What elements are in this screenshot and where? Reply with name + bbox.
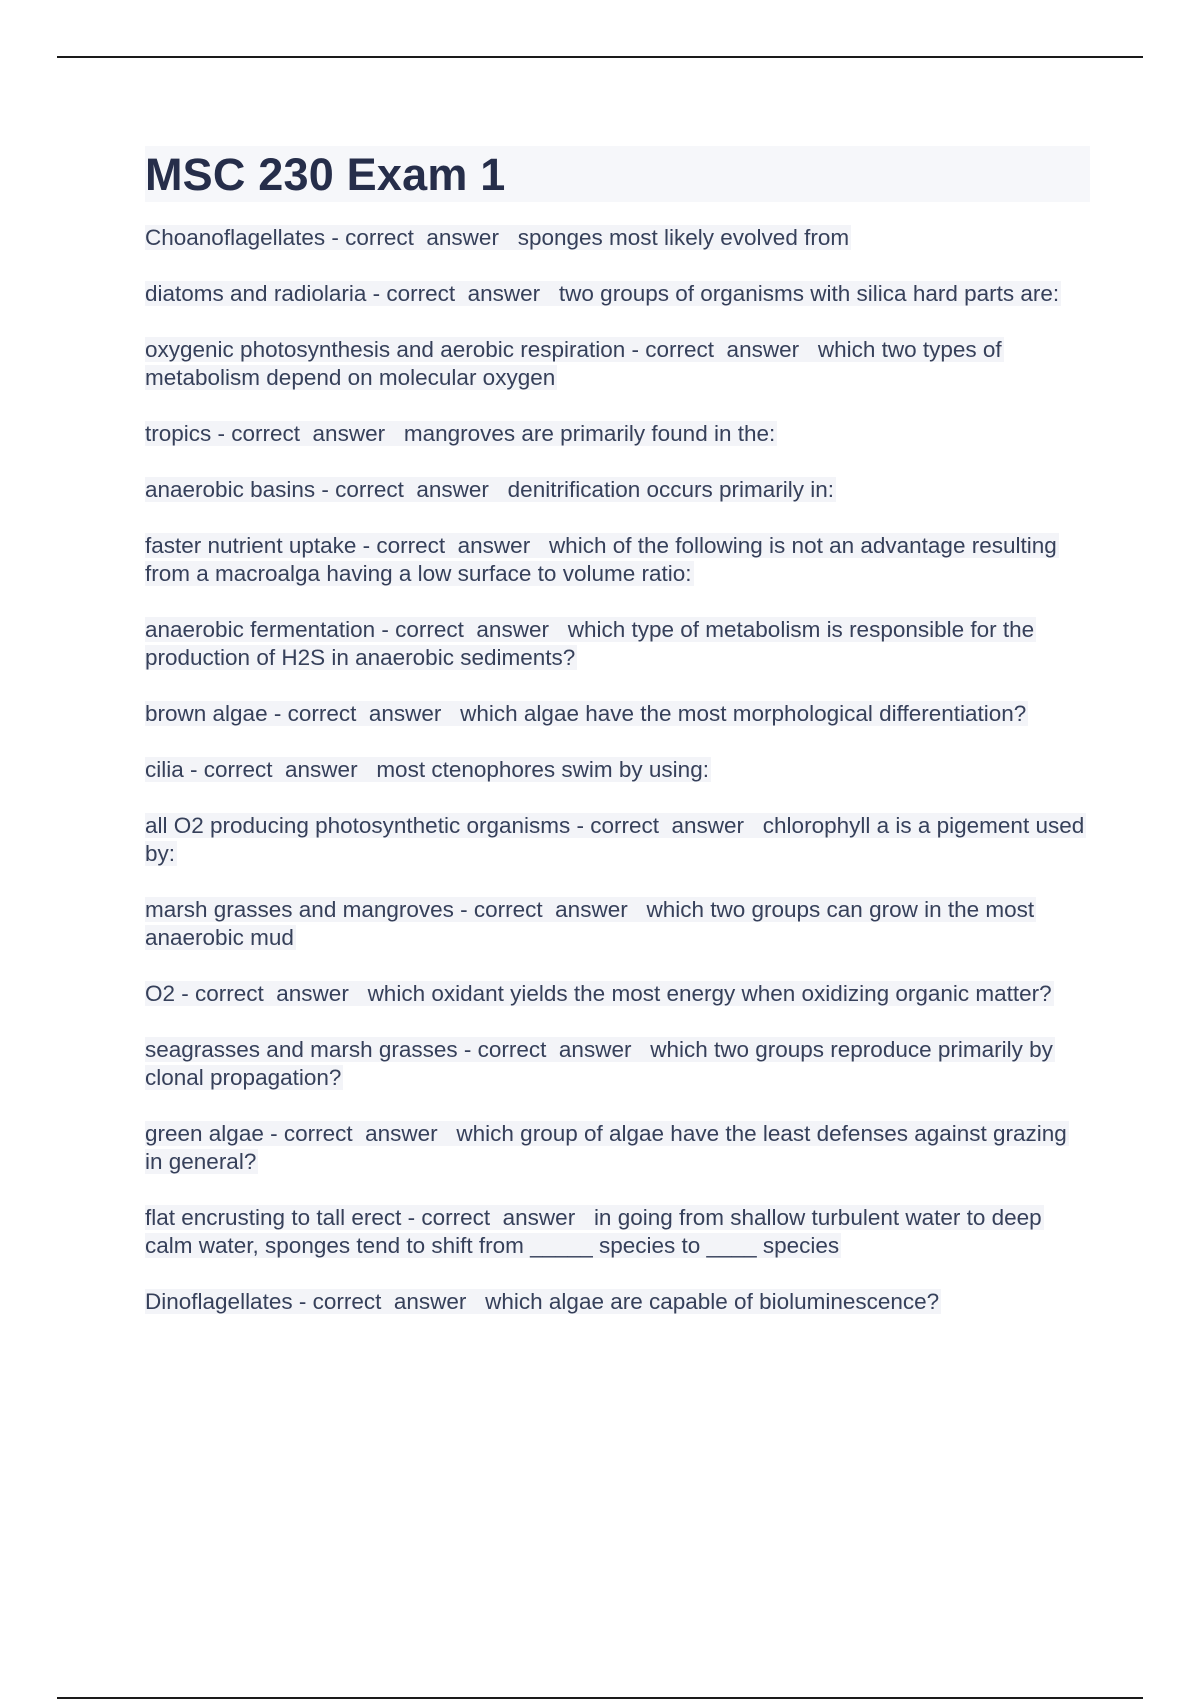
qa-text: [145, 617, 1036, 670]
question-text: which two groups can grow in the most anaerobic mud: [145, 897, 1035, 950]
question-text: which type of metabolism is responsible for the production of H2S in anaerobic sediments?: [145, 617, 1035, 670]
list-item: [145, 896, 1090, 952]
list-item: [145, 532, 1090, 588]
question-text: chlorophyll a is a pigement used by:: [145, 813, 1085, 866]
separator-text: - correct answer: [263, 1121, 457, 1146]
question-text: mangroves are primarily found in the:: [403, 421, 776, 446]
answer-text: diatoms and radiolaria: [145, 281, 367, 306]
document-body: [145, 146, 1090, 1344]
title-block: [145, 146, 1090, 202]
qa-text: [145, 225, 851, 250]
qa-text: [145, 813, 1086, 866]
answer-text: Dinoflagellates: [145, 1289, 293, 1314]
answer-text: cilia: [145, 757, 184, 782]
qa-text: [145, 757, 711, 782]
list-item: [145, 476, 1090, 504]
answer-text: anaerobic fermentation: [145, 617, 376, 642]
separator-text: - correct answer: [175, 981, 368, 1006]
answer-text: marsh grasses and mangroves: [145, 897, 454, 922]
bottom-rule: [57, 1697, 1143, 1699]
answer-text: flat encrusting to tall erect: [145, 1205, 402, 1230]
question-text: which two groups reproduce primarily by clonal propagation?: [145, 1037, 1053, 1090]
answer-text: anaerobic basins: [145, 477, 316, 502]
qa-text: [145, 281, 1061, 306]
list-item: [145, 420, 1090, 448]
separator-text: - correct answer: [625, 337, 818, 362]
separator-text: - correct answer: [375, 617, 568, 642]
qa-text: [145, 337, 1004, 390]
answer-text: all O2 producing photosynthetic organisms: [145, 813, 571, 838]
list-item: [145, 336, 1090, 392]
list-item: [145, 1120, 1090, 1176]
qa-text: [145, 1205, 1044, 1258]
qa-text: [145, 701, 1028, 726]
separator-text: - correct answer: [183, 757, 377, 782]
separator-text: - correct answer: [325, 225, 518, 250]
separator-text: - correct answer: [315, 477, 508, 502]
qa-text: [145, 1121, 1069, 1174]
qa-text: [145, 533, 1059, 586]
question-text: sponges most likely evolved from: [517, 225, 850, 250]
answer-text: brown algae: [145, 701, 268, 726]
list-item: [145, 756, 1090, 784]
separator-text: - correct answer: [457, 1037, 651, 1062]
answer-text: tropics: [145, 421, 212, 446]
question-text: which of the following is not an advantage resulting from a macroalga having a low surface to volume ratio:: [145, 533, 1057, 586]
question-text: most ctenophores swim by using:: [376, 757, 709, 782]
list-item: [145, 700, 1090, 728]
qa-text: [145, 477, 836, 502]
list-item: [145, 280, 1090, 308]
answer-text: faster nutrient uptake: [145, 533, 357, 558]
question-text: which algae are capable of bioluminescence?: [485, 1289, 940, 1314]
page-title: MSC 230 Exam 1: [145, 148, 506, 200]
separator-text: - correct answer: [267, 701, 461, 726]
separator-text: - correct answer: [401, 1205, 594, 1230]
qa-text: [145, 1037, 1055, 1090]
qa-text: [145, 421, 777, 446]
qa-text: [145, 897, 1036, 950]
list-item: [145, 1036, 1090, 1092]
separator-text: - correct answer: [366, 281, 559, 306]
qa-text: [145, 981, 1054, 1006]
qa-text: [145, 1289, 941, 1314]
separator-text: - correct answer: [356, 533, 549, 558]
list-item: [145, 1204, 1090, 1260]
separator-text: - correct answer: [453, 897, 647, 922]
separator-text: - correct answer: [292, 1289, 486, 1314]
list-item: [145, 1288, 1090, 1316]
top-rule: [57, 56, 1143, 58]
answer-text: O2: [145, 981, 176, 1006]
answer-text: oxygenic photosynthesis and aerobic respiration: [145, 337, 626, 362]
question-text: which oxidant yields the most energy when oxidizing organic matter?: [367, 981, 1052, 1006]
answer-text: Choanoflagellates: [145, 225, 326, 250]
question-text: in going from shallow turbulent water to deep calm water, sponges tend to shift from _____ species to ____ species: [145, 1205, 1042, 1258]
list-item: [145, 812, 1090, 868]
qa-list: [145, 224, 1090, 1316]
question-text: which group of algae have the least defenses against grazing in general?: [145, 1121, 1067, 1174]
question-text: two groups of organisms with silica hard parts are:: [558, 281, 1060, 306]
answer-text: seagrasses and marsh grasses: [145, 1037, 458, 1062]
question-text: which algae have the most morphological differentiation?: [460, 701, 1027, 726]
question-text: denitrification occurs primarily in:: [507, 477, 835, 502]
answer-text: green algae: [145, 1121, 264, 1146]
list-item: [145, 224, 1090, 252]
list-item: [145, 616, 1090, 672]
separator-text: - correct answer: [570, 813, 763, 838]
question-text: which two types of metabolism depend on molecular oxygen: [145, 337, 1002, 390]
list-item: [145, 980, 1090, 1008]
separator-text: - correct answer: [211, 421, 404, 446]
